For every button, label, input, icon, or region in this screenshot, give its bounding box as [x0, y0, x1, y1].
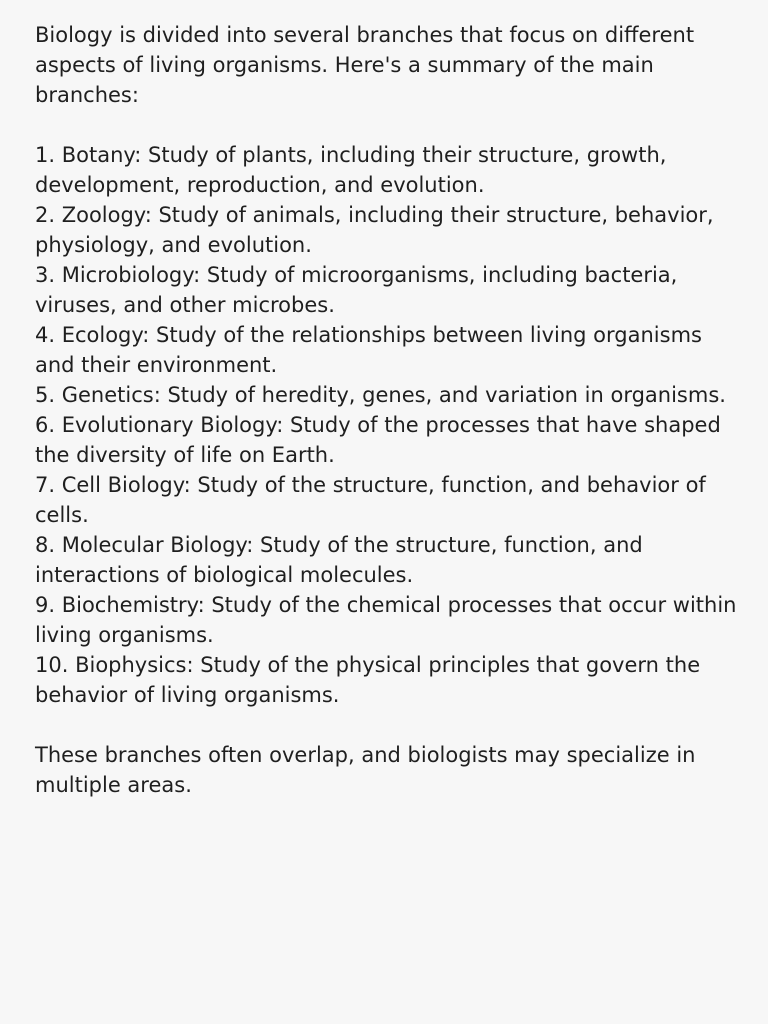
list-item: 5. Genetics: Study of heredity, genes, and variation in organisms. — [35, 383, 726, 407]
list-item: 3. Microbiology: Study of microorganisms, including bacteria, viruses, and other microbes. — [35, 263, 678, 317]
list-item: 1. Botany: Study of plants, including their structure, growth, development, reproduction, and evolution. — [35, 143, 667, 197]
list-item: 6. Evolutionary Biology: Study of the processes that have shaped the diversity of life on Earth. — [35, 413, 721, 467]
paragraph-gap — [35, 110, 740, 140]
paragraph-gap — [35, 710, 740, 740]
list-item: 9. Biochemistry: Study of the chemical processes that occur within living organisms. — [35, 593, 737, 647]
list-item: 4. Ecology: Study of the relationships between living organisms and their environment. — [35, 323, 702, 377]
list-item: 8. Molecular Biology: Study of the structure, function, and interactions of biological molecules. — [35, 533, 643, 587]
list-item: 2. Zoology: Study of animals, including their structure, behavior, physiology, and evolution. — [35, 203, 714, 257]
branches-list — [35, 140, 740, 710]
conclusion-paragraph: These branches often overlap, and biologists may specialize in multiple areas. — [35, 743, 696, 797]
list-item: 7. Cell Biology: Study of the structure, function, and behavior of cells. — [35, 473, 706, 527]
intro-paragraph: Biology is divided into several branches that focus on different aspects of living organisms. Here's a summary of the main branches: — [35, 23, 695, 107]
list-item: 10. Biophysics: Study of the physical principles that govern the behavior of living organisms. — [35, 653, 701, 707]
